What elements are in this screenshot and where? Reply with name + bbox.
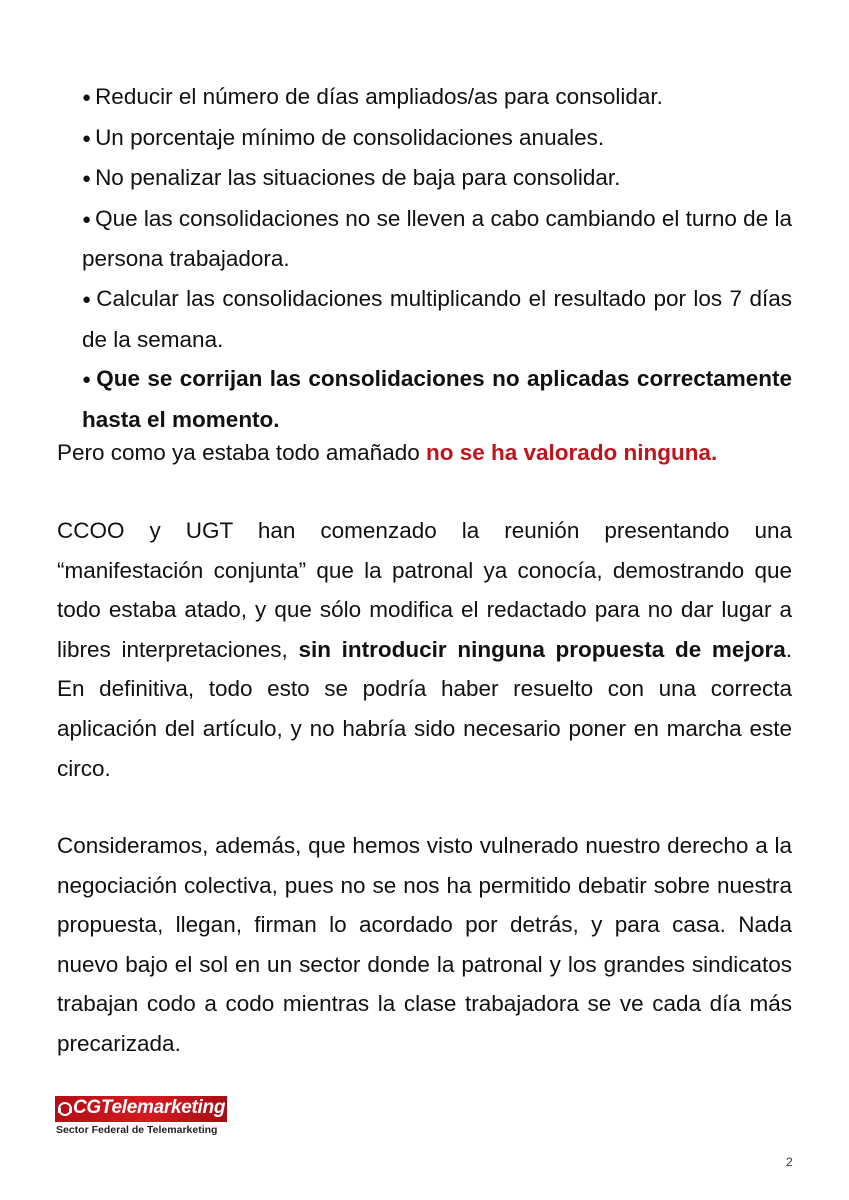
bullet-icon: ● — [82, 290, 93, 308]
list-item — [82, 158, 792, 199]
meeting-text-bold: sin introducir ninguna propuesta de mejora — [298, 636, 786, 662]
conclusion-paragraph — [57, 826, 792, 1064]
meeting-text-2: . En definitiva, todo esto se podría haber resuelto con una correcta aplicación del artículo, y no habría sido necesario poner en marcha este circo. — [57, 636, 792, 781]
logo-subtitle: Sector Federal de Telemarketing — [56, 1124, 218, 1136]
lead-paragraph — [57, 433, 792, 473]
lead-text: Pero como ya estaba todo amañado — [57, 440, 426, 465]
demands-list — [82, 77, 792, 439]
meeting-paragraph — [57, 511, 792, 788]
list-item-text: Que se corrijan las consolidaciones no aplicadas correctamente hasta el momento. — [82, 366, 792, 432]
list-item-text: Reducir el número de días ampliados/as para consolidar. — [95, 84, 663, 109]
list-item-text: No penalizar las situaciones de baja para consolidar. — [95, 165, 621, 191]
page-number: 2 — [786, 1155, 793, 1169]
conclusion-text: Consideramos, además, que hemos visto vulnerado nuestro derecho a la negociación colectiva, pues no se nos ha permitido debatir sobre nuestra propuesta, llegan, firman lo acordado por detrás, y para casa. Nada nuevo bajo el sol en un sector donde la patronal y los grandes sindicatos trabajan codo a codo mientras la clase trabajadora se ve cada día más precarizada. — [57, 833, 792, 1056]
list-item — [82, 359, 792, 439]
headset-icon — [57, 1101, 73, 1117]
bullet-icon: ● — [82, 371, 93, 389]
logo-title: CGTelemarketing — [73, 1097, 226, 1118]
lead-highlight: no se ha valorado ninguna. — [426, 440, 718, 465]
bullet-icon: ● — [82, 89, 92, 106]
list-item — [82, 279, 792, 359]
bullet-icon: ● — [82, 170, 92, 188]
bullet-icon: ● — [82, 129, 92, 147]
meeting-text-1: CCOO y UGT han comenzado la reunión presentando una “manifestación conjunta” que la patronal ya conocía, demostrando que todo estaba atado, y que sólo modifica el redactado para no dar lugar a libres interpretaciones, — [57, 518, 792, 662]
list-item-text: Que las consolidaciones no se lleven a cabo cambiando el turno de la persona trabajadora. — [82, 205, 792, 272]
list-item-text: Un porcentaje mínimo de consolidaciones anuales. — [95, 124, 605, 150]
list-item — [82, 199, 792, 279]
cgt-logo — [55, 1096, 227, 1138]
bullet-icon: ● — [82, 210, 92, 228]
list-item — [82, 118, 792, 159]
list-item — [82, 77, 792, 118]
list-item-text: Calcular las consolidaciones multiplicando el resultado por los 7 días de la semana. — [82, 285, 792, 352]
